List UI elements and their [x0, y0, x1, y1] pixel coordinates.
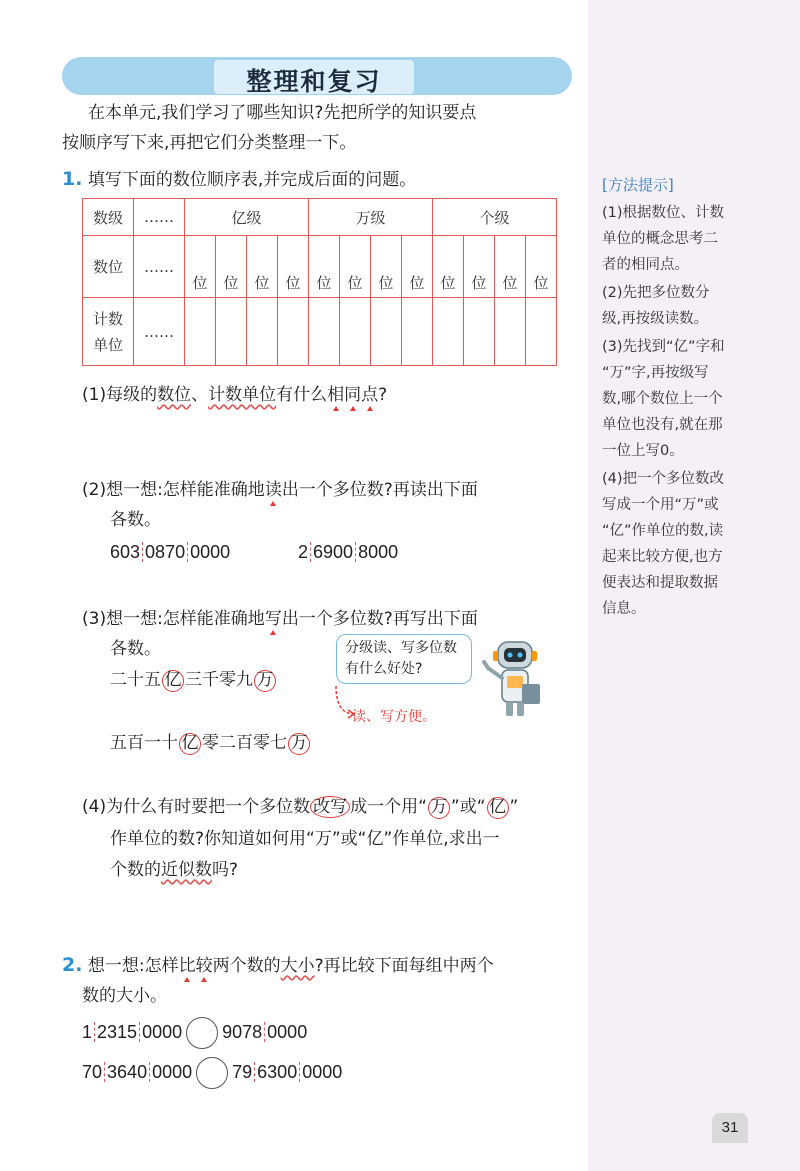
tip-line: (4)把一个多位数改 — [602, 471, 725, 487]
circled-wan: 万 — [254, 670, 276, 692]
sub-question-4-line2: 作单位的数?你知道如何用“万”或“亿”作单位,求出一 — [110, 829, 500, 849]
num-part: 8000 — [358, 542, 399, 562]
sub2-b: 出一个多位数?再读出下面 — [281, 480, 478, 500]
tip-line: (3)先找到“亿”字和 — [602, 339, 725, 355]
table-unit-cell[interactable] — [433, 298, 464, 366]
compare-pair-2 — [82, 1057, 342, 1089]
num-part: 1 — [82, 1022, 93, 1042]
sub-question-3-line2: 各数。 — [110, 639, 161, 659]
intro-line-2: 按顺序写下来,再把它们分类整理一下。 — [62, 133, 357, 153]
sub4-approx: 近似数 — [161, 860, 212, 880]
table-place-cell: 位 — [309, 236, 340, 298]
table-place-cell: 位 — [340, 236, 371, 298]
num-part: 603 — [110, 542, 141, 562]
num-part: 2315 — [97, 1022, 138, 1042]
num-part: 9078 — [222, 1022, 263, 1042]
sub1-tong: 同 — [344, 385, 362, 405]
table-unit-cell[interactable] — [340, 298, 371, 366]
sub3-b: 出一个多位数?再写出下面 — [281, 609, 478, 629]
tip-1 — [602, 200, 782, 278]
tip-3 — [602, 334, 782, 464]
w2-a: 五百一十 — [110, 733, 178, 753]
num-part: 6900 — [313, 542, 354, 562]
tip-4 — [602, 466, 782, 622]
table-head-unit-line1: 计数 — [92, 309, 123, 328]
table-place-cell: 位 — [495, 236, 526, 298]
table-unit-cell[interactable] — [309, 298, 340, 366]
sub4-d: ” — [509, 797, 519, 817]
tip-line: 起来比较方便,也方 — [602, 549, 723, 565]
table-dots: …… — [134, 298, 185, 366]
question-1 — [62, 166, 416, 193]
table-level-yi: 亿级 — [185, 199, 309, 236]
write-number-2 — [110, 730, 311, 756]
num-part: 0870 — [145, 542, 186, 562]
question-2-line2: 数的大小。 — [82, 986, 167, 1006]
tip-line: 便表达和提取数据 — [602, 575, 718, 591]
table-head-unit-line2: 单位 — [92, 335, 123, 354]
sub1-mid: 有什么 — [276, 385, 328, 405]
table-head-place: 数位 — [83, 236, 134, 298]
tip-2 — [602, 280, 782, 332]
read-number-2 — [298, 539, 398, 565]
num-part: 0000 — [267, 1022, 308, 1042]
separator — [264, 1022, 265, 1042]
sub4-line3b: 吗? — [212, 860, 239, 880]
num-part: 79 — [232, 1062, 253, 1082]
separator — [299, 1062, 300, 1082]
num-part: 2 — [298, 542, 309, 562]
page-number: 31 — [712, 1113, 748, 1143]
q2-c: ?再比较下面每组中两个 — [314, 956, 494, 976]
table-place-cell: 位 — [402, 236, 433, 298]
separator — [139, 1022, 140, 1042]
question-2-number: 2. — [62, 954, 83, 976]
tip-line: 一位上写0。 — [602, 443, 684, 459]
sub-question-3-line1 — [82, 606, 478, 632]
separator — [355, 542, 356, 562]
q2-a: 想一想:怎样 — [87, 956, 179, 976]
table-unit-cell[interactable] — [278, 298, 309, 366]
table-place-cell: 位 — [185, 236, 216, 298]
sub3-write: 写 — [264, 609, 282, 629]
w1-a: 二十五 — [110, 670, 161, 690]
circled-gaixie: 改写 — [310, 796, 350, 818]
read-number-1 — [110, 539, 230, 565]
table-head-unit — [83, 298, 134, 366]
num-part: 0000 — [302, 1062, 343, 1082]
tip-line: 单位也没有,就在那 — [602, 417, 723, 433]
sub-question-1 — [82, 382, 387, 408]
compare-circle[interactable] — [196, 1057, 228, 1089]
sub-question-2-line1 — [82, 477, 478, 503]
compare-pair-1 — [82, 1017, 307, 1049]
table-level-wan: 万级 — [309, 199, 433, 236]
q2-daxiao: 大小 — [280, 956, 315, 976]
place-value-table — [82, 198, 557, 366]
tip-line: 级,再按级读数。 — [602, 311, 709, 327]
table-unit-cell[interactable] — [185, 298, 216, 366]
sub1-prefix: (1)每级的 — [82, 385, 158, 405]
num-part: 0000 — [152, 1062, 193, 1082]
question-2-line1 — [62, 952, 494, 979]
circled-wan: 万 — [428, 797, 450, 819]
table-unit-cell[interactable] — [216, 298, 247, 366]
sub2-a: (2)想一想:怎样能准确地 — [82, 480, 265, 500]
sub4-a: (4)为什么有时要把一个多位数 — [82, 797, 311, 817]
sub-question-4-line3 — [110, 857, 238, 883]
sub-question-2-line2: 各数。 — [110, 510, 161, 530]
w2-b: 零二百零七 — [202, 733, 287, 753]
table-place-cell: 位 — [371, 236, 402, 298]
separator — [104, 1062, 105, 1082]
table-head-level: 数级 — [83, 199, 134, 236]
table-place-cell: 位 — [433, 236, 464, 298]
tip-line: 数,哪个数位上一个 — [602, 391, 723, 407]
separator — [142, 542, 143, 562]
separator — [187, 542, 188, 562]
circled-yi: 亿 — [179, 733, 201, 755]
question-1-number: 1. — [62, 168, 83, 190]
table-place-cell: 位 — [278, 236, 309, 298]
num-part: 3640 — [107, 1062, 148, 1082]
tip-line: 写成一个用“万”或 — [602, 497, 719, 513]
compare-circle[interactable] — [186, 1017, 218, 1049]
sub1-qmark: ? — [378, 385, 388, 405]
w1-b: 三千零九 — [185, 670, 253, 690]
separator — [94, 1022, 95, 1042]
write-number-1 — [110, 667, 277, 693]
table-unit-cell[interactable] — [371, 298, 402, 366]
sub1-place: 数位 — [157, 385, 192, 405]
table-unit-cell[interactable] — [464, 298, 495, 366]
sidebar-heading: [方法提示] — [602, 176, 674, 194]
sub1-comma: 、 — [191, 385, 209, 405]
tip-line: “万”字,再按级写 — [602, 365, 709, 381]
sub4-b: 成一个用“ — [350, 797, 427, 817]
bubble-answer: 读、写方便。 — [352, 709, 436, 725]
table-place-cell: 位 — [464, 236, 495, 298]
q2-b: 两个数的 — [212, 956, 281, 976]
sub4-line3a: 个数的 — [110, 860, 161, 880]
num-part: 0000 — [190, 542, 231, 562]
tip-line: “亿”作单位的数,读 — [602, 523, 724, 539]
circled-yi: 亿 — [162, 670, 184, 692]
q2-jiao: 较 — [195, 956, 213, 976]
table-unit-cell[interactable] — [247, 298, 278, 366]
sub3-a: (3)想一想:怎样能准确地 — [82, 609, 265, 629]
sub-question-4-line1 — [82, 794, 518, 820]
tip-line: (1)根据数位、计数 — [602, 205, 725, 221]
q2-bi: 比 — [178, 956, 196, 976]
bubble-line-1: 分级读、写多位数 — [345, 640, 457, 656]
tip-line: 单位的概念思考二 — [602, 231, 718, 247]
tip-line: 信息。 — [602, 601, 646, 617]
sub2-read: 读 — [264, 480, 282, 500]
table-place-cell: 位 — [526, 236, 557, 298]
separator — [149, 1062, 150, 1082]
num-part: 70 — [82, 1062, 103, 1082]
table-level-ge: 个级 — [433, 199, 557, 236]
circled-yi: 亿 — [487, 797, 509, 819]
tip-line: (2)先把多位数分 — [602, 285, 710, 301]
sub1-unit: 计数单位 — [208, 385, 277, 405]
circled-wan: 万 — [288, 733, 310, 755]
bubble-line-2: 有什么好处? — [345, 661, 423, 677]
question-1-text: 填写下面的数位顺序表,并完成后面的问题。 — [87, 170, 417, 190]
separator — [310, 542, 311, 562]
speech-bubble — [336, 634, 472, 684]
tip-line: 者的相同点。 — [602, 257, 689, 273]
sub4-c: ”或“ — [450, 797, 486, 817]
table-unit-cell[interactable] — [526, 298, 557, 366]
table-unit-cell[interactable] — [495, 298, 526, 366]
intro-line-1: 在本单元,我们学习了哪些知识?先把所学的知识要点 — [88, 103, 477, 123]
table-place-cell: 位 — [216, 236, 247, 298]
table-dots: …… — [134, 199, 185, 236]
sub1-dian: 点 — [361, 385, 379, 405]
table-place-cell: 位 — [247, 236, 278, 298]
num-part: 6300 — [257, 1062, 298, 1082]
table-unit-cell[interactable] — [402, 298, 433, 366]
num-part: 0000 — [142, 1022, 183, 1042]
robot-icon — [480, 638, 550, 720]
separator — [254, 1062, 255, 1082]
table-dots: …… — [134, 236, 185, 298]
sub1-xiang: 相 — [327, 385, 345, 405]
page-title: 整理和复习 — [246, 67, 382, 96]
